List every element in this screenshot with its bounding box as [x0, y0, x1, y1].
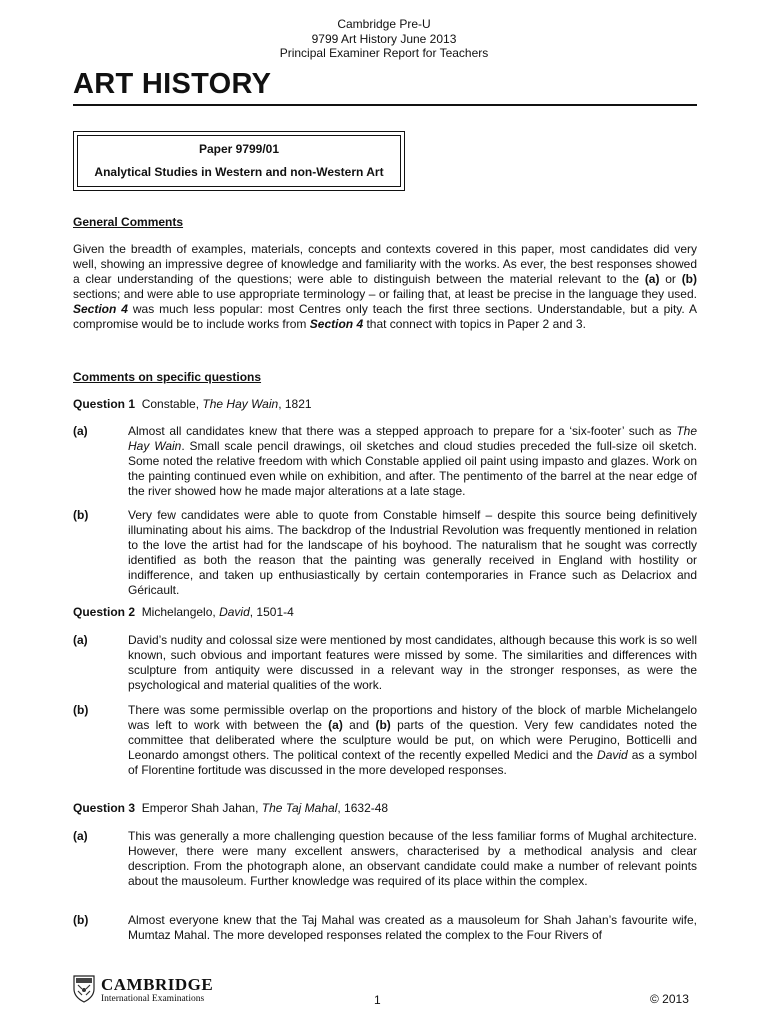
general-part-a: (a) — [644, 272, 660, 286]
q1a-work-title: The Hay Wain — [128, 424, 697, 453]
part-b-label: (b) — [73, 508, 89, 522]
question-2-heading — [73, 605, 294, 619]
cambridge-logo — [73, 975, 233, 1011]
q2b-text-1: There was some permissible overlap on the proportions and history of the block of marble Michelangelo was left to work with between the — [128, 703, 697, 732]
question-3-part-b-text: Almost everyone knew that the Taj Mahal was created as a mausoleum for Shah Jahan’s favourite wife, Mumtaz Mahal. The more developed responses related the complex to the Four Rivers of — [128, 913, 697, 942]
general-text-4: that connect with topics in Paper 2 and 3. — [363, 317, 586, 331]
general-comments-paragraph — [73, 242, 697, 332]
question-2-label: Question 2 — [73, 605, 136, 619]
general-comments-heading: General Comments — [73, 215, 184, 229]
question-1-heading — [73, 397, 312, 411]
general-part-b: (b) — [681, 272, 698, 286]
part-a-label: (a) — [73, 829, 88, 843]
question-2-work: David — [219, 605, 250, 619]
q1a-text-1: Almost all candidates knew that there was a stepped approach to prepare for a ‘six-footer’ such as — [128, 424, 677, 438]
general-or: or — [659, 272, 682, 286]
logo-subtitle: International Examinations — [101, 994, 205, 1004]
page-title: ART HISTORY — [73, 68, 272, 100]
q2b-work-title: David — [597, 748, 628, 762]
q1a-text-2: . Small scale pencil drawings, oil sketches and cloud studies preceded the full-size oil sketch. Some noted the relative freedom with which Constable applied oil paint using impasto and glazes. Work on the painting continued even while on exhibition, and after. The pentimento of the barrel at the near edge of the river showed how he made major alterations at a late stage. — [128, 439, 698, 498]
title-divider — [73, 104, 697, 106]
question-3-date: , 1632-48 — [337, 801, 389, 815]
paper-code: Paper 9799/01 — [198, 142, 280, 156]
general-text-3: was much less popular: most Centres only teach the first three sections. Understandable, but a pity. A compromise would be to include works from — [73, 302, 697, 331]
question-1-part-b-text: Very few candidates were able to quote from Constable himself – despite this source being definitively illuminating about his aims. The backdrop of the Industrial Revolution was frequently mentioned in relation to the love the artist had for the landscape of his boyhood. The naturalism that he sought was correctly identified as both the reason that the painting was generally received in England with hostility or indifference, and taken up enthusiastically by certain contemporaries in France such as Delacriox and Géricault. — [128, 508, 697, 597]
question-1-part-a-text — [128, 424, 697, 499]
header-line-3: Principal Examiner Report for Teachers — [279, 46, 489, 60]
shield-crest-icon — [73, 975, 95, 1003]
question-2-artist: Michelangelo, — [141, 605, 220, 619]
specific-comments-heading: Comments on specific questions — [73, 370, 262, 384]
copyright-notice: © 2013 — [650, 992, 689, 1006]
paper-name: Analytical Studies in Western and non-Western Art — [94, 165, 384, 179]
question-2-part-a-text: David’s nudity and colossal size were mentioned by most candidates, although because this work is so well known, such obvious and important features were missed by some. The similarities and differences with sculpture from antiquity were discussed in a relevant way in the stronger responses, as were the psychological and material qualities of the work. — [128, 633, 697, 692]
q2b-and: and — [342, 718, 376, 732]
question-3-artist: Emperor Shah Jahan, — [141, 801, 262, 815]
section-4-ref-1: Section 4 — [73, 302, 128, 316]
general-text-2: sections; and were able to use appropriate terminology – or failing that, at least be precise in the language they used. — [73, 287, 697, 301]
question-1-work: The Hay Wain — [202, 397, 279, 411]
logo-wordmark: CAMBRIDGE — [101, 975, 214, 994]
part-b-label: (b) — [73, 913, 89, 927]
part-b-label: (b) — [73, 703, 89, 717]
section-4-ref-2: Section 4 — [309, 317, 364, 331]
report-header — [0, 17, 768, 61]
header-line-2: 9799 Art History June 2013 — [311, 31, 457, 46]
q2b-part-a: (a) — [328, 718, 343, 732]
q2b-part-b: (b) — [375, 718, 391, 732]
paper-box-inner — [77, 135, 401, 187]
question-2-date: , 1501-4 — [249, 605, 294, 619]
header-line-1: Cambridge Pre-U — [337, 17, 431, 31]
part-a-label: (a) — [73, 424, 88, 438]
paper-box — [73, 131, 405, 191]
question-1-date: , 1821 — [278, 397, 312, 411]
question-2-part-b-text — [128, 703, 697, 778]
question-1-label: Question 1 — [73, 397, 136, 411]
question-3-work: The Taj Mahal — [261, 801, 338, 815]
q2b-text-3: as a symbol of Florentine fortitude was discussed in the more developed responses. — [128, 748, 697, 777]
question-3-label: Question 3 — [73, 801, 136, 815]
question-3-heading — [73, 801, 388, 815]
part-a-label: (a) — [73, 633, 88, 647]
q2b-text-2: parts of the question. Very few candidates noted the committee that deliberated where the sculpture would be put, on which were Perugino, Botticelli and Leonardo amongst others. The political context of the recently expelled Medici and the — [128, 718, 697, 762]
question-1-artist: Constable, — [141, 397, 203, 411]
page-number: 1 — [374, 993, 381, 1007]
question-3-part-a-text: This was generally a more challenging question because of the less familiar forms of Mughal architecture. However, there were many excellent answers, characterised by a methodical analysis and clear description. From the photograph alone, an observant candidate could make a number of relevant points about the mausoleum. Further knowledge was required of its place within the complex. — [128, 829, 697, 888]
general-text-1: Given the breadth of examples, materials, concepts and contexts covered in this paper, most candidates did very well, showing an impressive degree of knowledge and familiarity with the works. As ever, the best responses showed a clear understanding of the questions; were able to distinguish between the material relevant to the — [73, 242, 697, 286]
